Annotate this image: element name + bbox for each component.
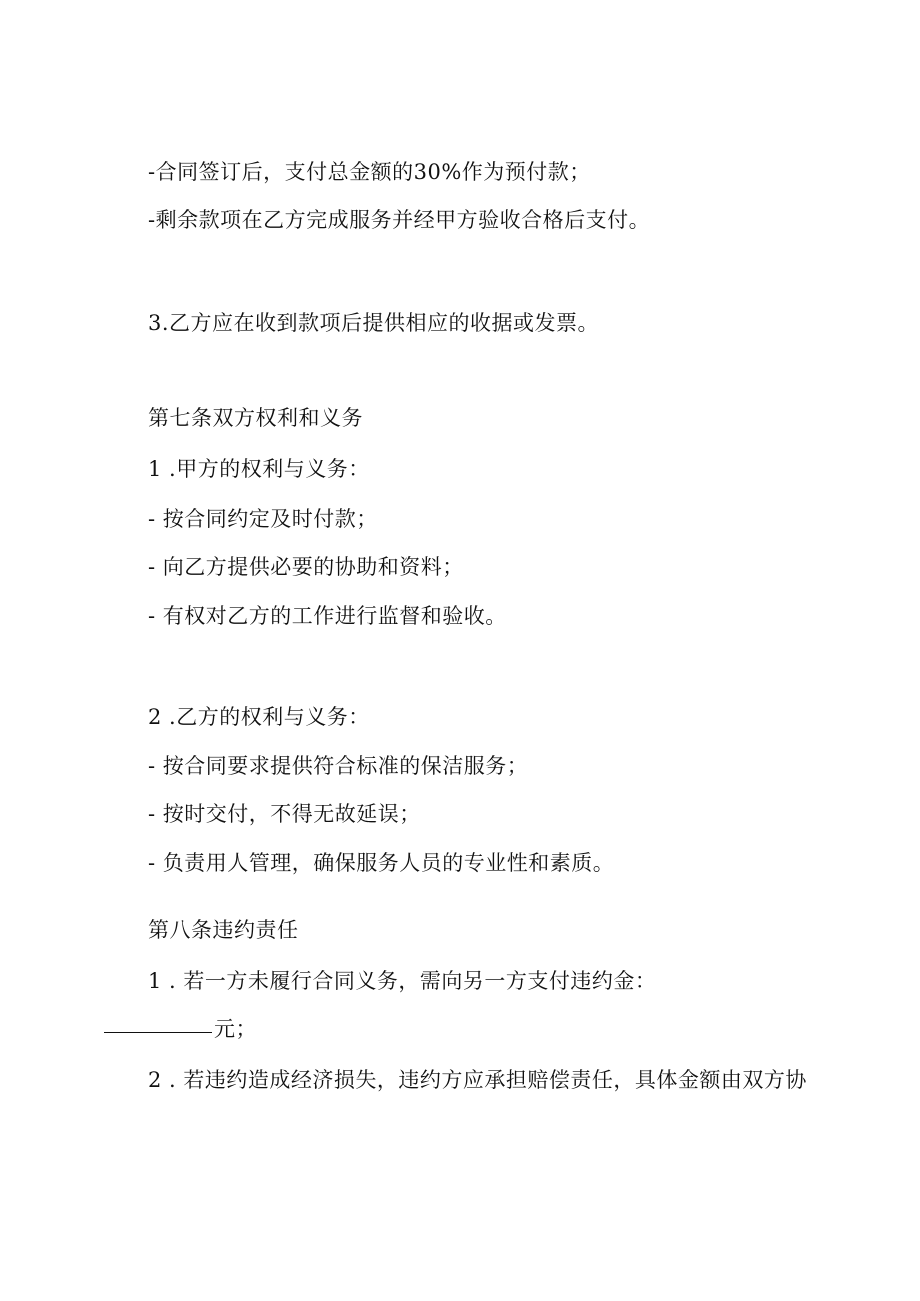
payment-item-balance: -剩余款项在乙方完成服务并经甲方验收合格后支付。 — [148, 208, 651, 232]
penalty-clause-2: 2 . 若违约造成经济损失，违约方应承担赔偿责任，具体金额由双方协 — [148, 1068, 807, 1092]
penalty-amount-line — [104, 1015, 257, 1043]
clause-receipt: 3.乙方应在收到款项后提供相应的收据或发票。 — [148, 311, 600, 335]
penalty-clause-1: 1 . 若一方未履行合同义务，需向另一方支付违约金： — [148, 969, 657, 993]
article-7-title: 第七条双方权利和义务 — [148, 406, 363, 430]
party-a-item: - 有权对乙方的工作进行监督和验收。 — [148, 604, 507, 628]
penalty-amount-blank — [104, 1031, 212, 1033]
party-b-item: - 负责用人管理，确保服务人员的专业性和素质。 — [148, 851, 615, 875]
party-a-item: - 按合同约定及时付款； — [148, 507, 378, 531]
party-a-item: - 向乙方提供必要的协助和资料； — [148, 555, 464, 579]
party-b-item: - 按合同要求提供符合标准的保洁服务； — [148, 754, 529, 778]
penalty-amount-unit: 元； — [214, 1017, 257, 1041]
party-b-item: - 按时交付，不得无故延误； — [148, 802, 421, 826]
article-8-title: 第八条违约责任 — [148, 918, 299, 942]
payment-item-advance: -合同签订后，支付总金额的30%作为预付款； — [148, 160, 591, 184]
party-a-heading: 1 .甲方的权利与义务： — [148, 457, 370, 481]
party-b-heading: 2 .乙方的权利与义务： — [148, 705, 370, 729]
